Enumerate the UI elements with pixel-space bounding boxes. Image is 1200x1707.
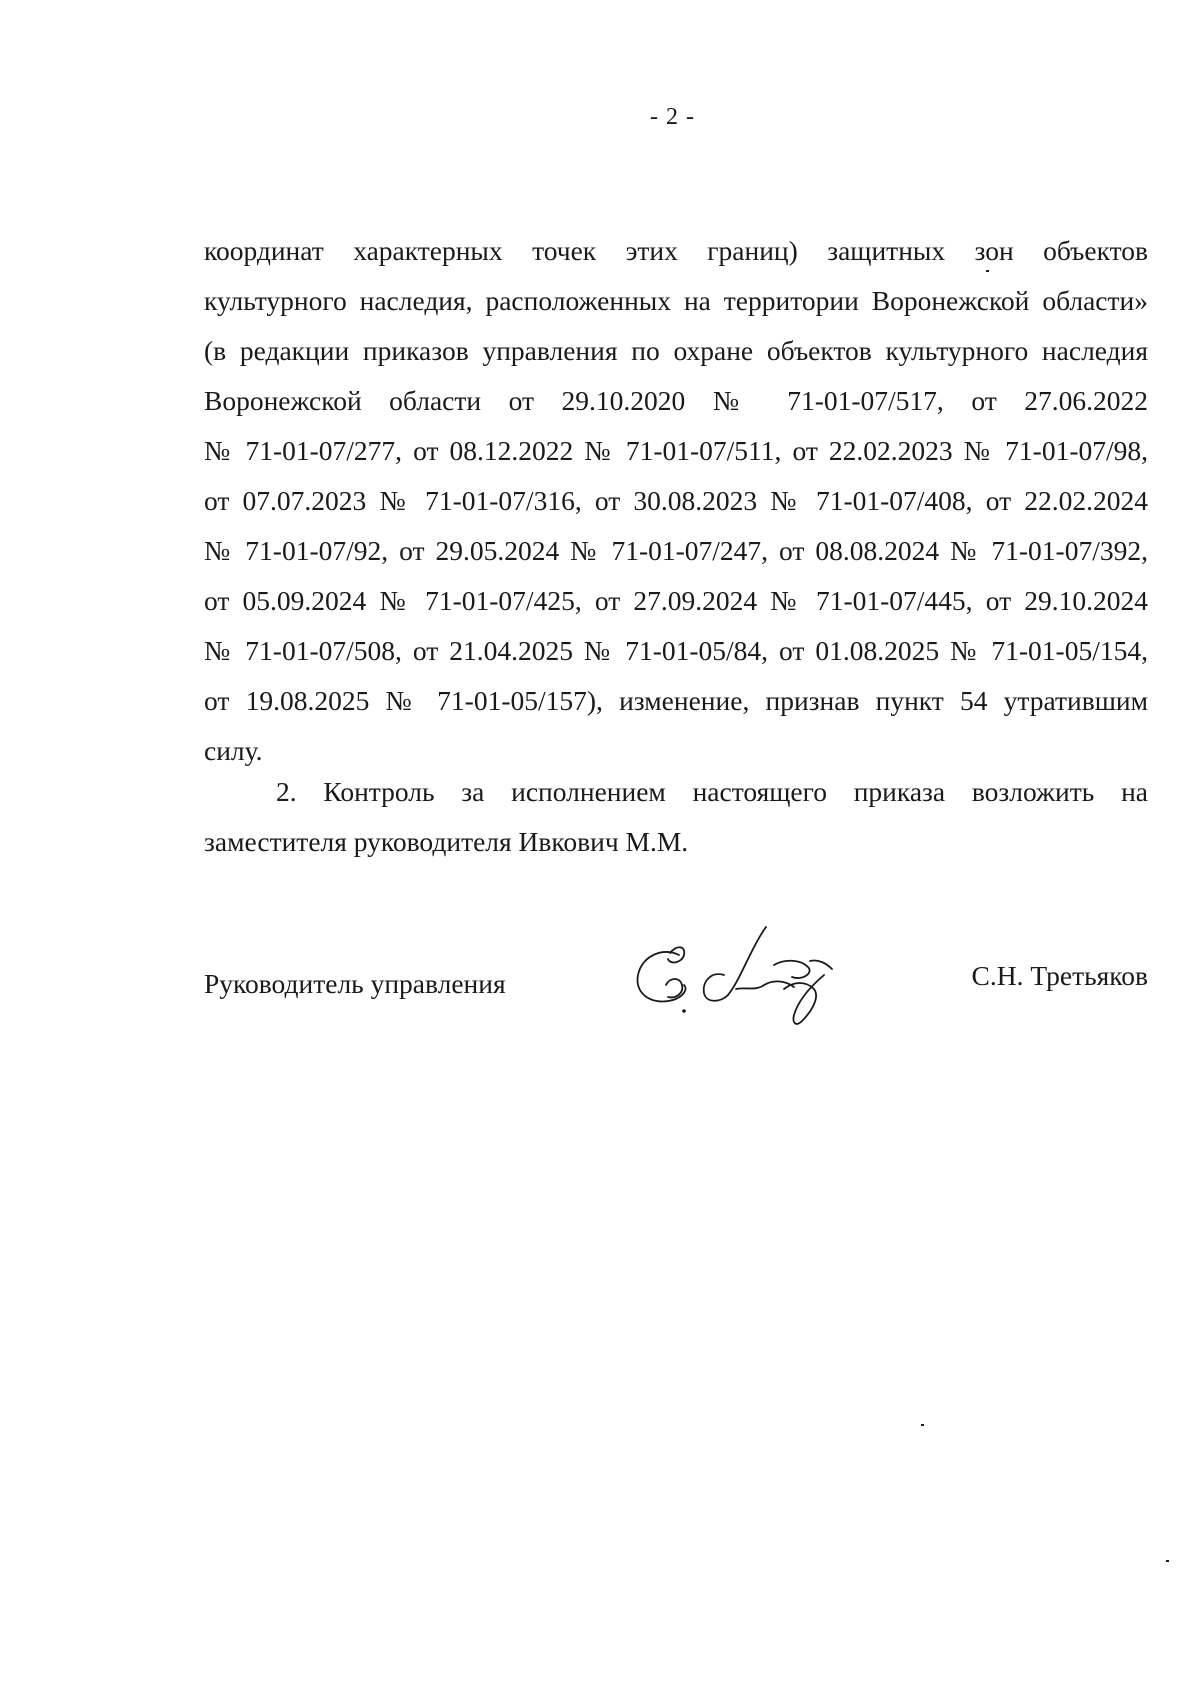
scan-speck — [921, 1424, 924, 1426]
paragraph-1 — [204, 226, 1148, 776]
text-line: культурного наследия, расположенных на территории Воронежской области» — [204, 285, 1148, 316]
signature-block — [204, 960, 1148, 1040]
text-line: координат характерных точек этих границ) защитных зон объектов — [204, 235, 1148, 266]
signer-name: С.Н. Третьяков — [971, 960, 1148, 991]
text-line: Воронежской области от 29.10.2020 № 71-01-07/517, от 27.06.2022 — [204, 385, 1148, 416]
text-line: № 71-01-07/277, от 08.12.2022 № 71-01-07/511, от 22.02.2023 № 71-01-07/98, — [204, 435, 1148, 466]
paragraph-2 — [204, 767, 1148, 867]
text-line: от 05.09.2024 № 71-01-07/425, от 27.09.2024 № 71-01-07/445, от 29.10.2024 — [204, 585, 1148, 616]
text-line: заместителя руководителя Ивкович М.М. — [204, 826, 689, 857]
signer-title: Руководитель управления — [204, 968, 506, 999]
text-line: от 07.07.2023 № 71-01-07/316, от 30.08.2023 № 71-01-07/408, от 22.02.2024 — [204, 485, 1148, 516]
scan-speck — [1166, 1560, 1169, 1562]
text-line: от 19.08.2025 № 71-01-05/157), изменение, признав пункт 54 утратившим — [204, 685, 1148, 716]
text-line: № 71-01-07/508, от 21.04.2025 № 71-01-05/84, от 01.08.2025 № 71-01-05/154, — [204, 635, 1148, 666]
scan-speck — [986, 270, 989, 272]
page-number: - 2 - — [650, 104, 695, 130]
text-line: (в редакции приказов управления по охране объектов культурного наследия — [204, 335, 1148, 366]
handwritten-signature — [624, 915, 874, 1035]
text-line: силу. — [204, 735, 263, 766]
text-line: № 71-01-07/92, от 29.05.2024 № 71-01-07/247, от 08.08.2024 № 71-01-07/392, — [204, 535, 1148, 566]
text-line: 2. Контроль за исполнением настоящего приказа возложить на — [276, 776, 1148, 807]
